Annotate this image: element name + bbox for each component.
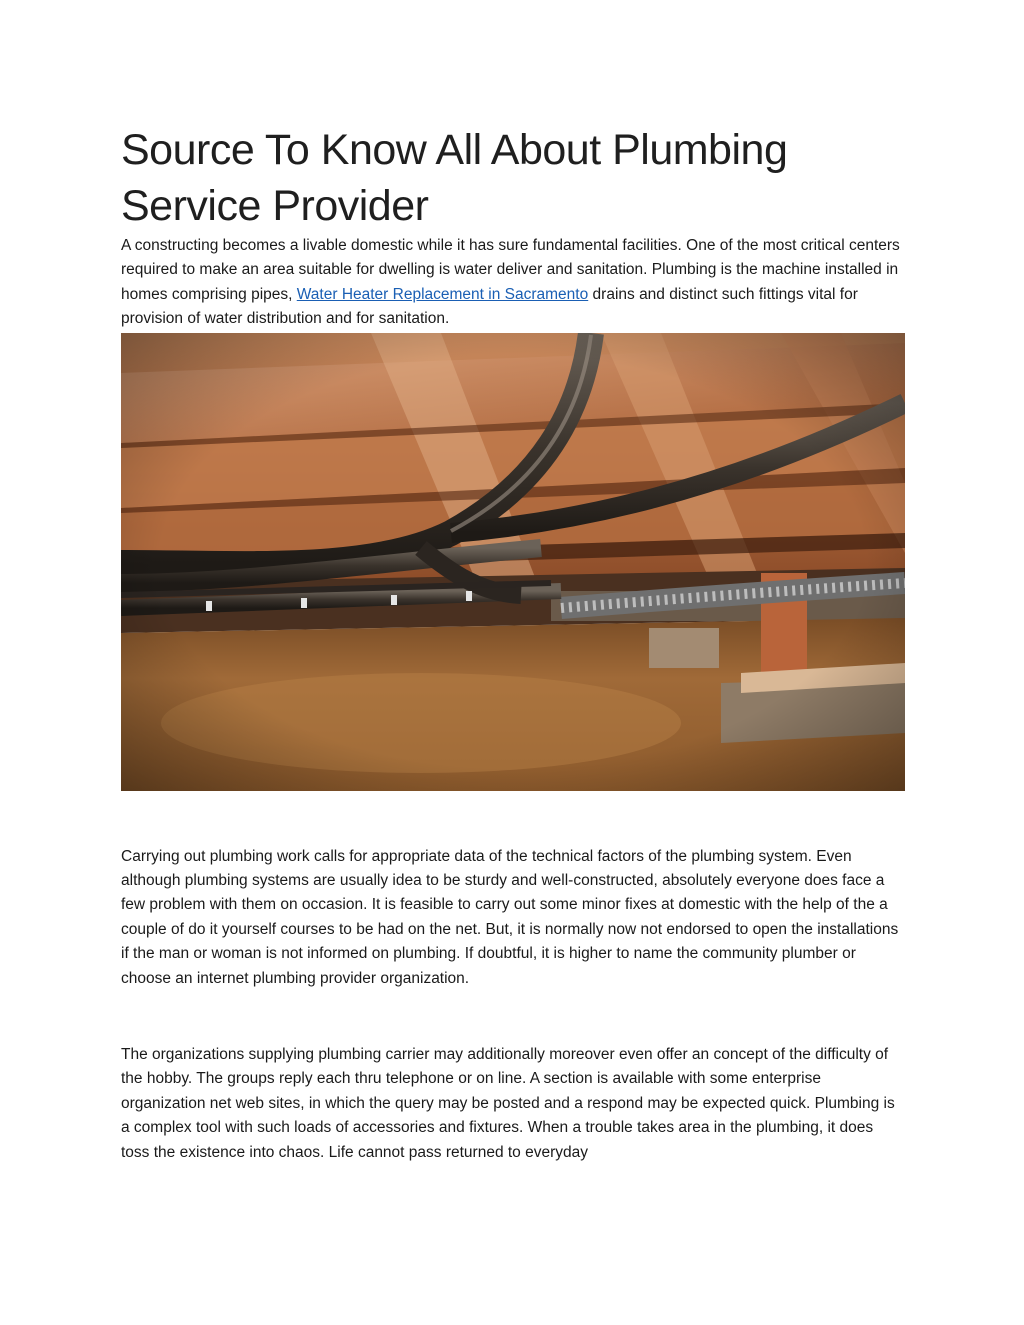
document-page <box>121 122 904 1165</box>
body-paragraph-1: Carrying out plumbing work calls for appropriate data of the technical factors of the plumbing system. Even although plumbing systems are usually idea to be sturdy and well-constructed, absolutely everyone does face a few problem with them on occasion. It is feasible to carry out some minor fixes at domestic with the help of the a couple of do it yourself courses to be had on the net. But, it is normally now not endorsed to open the installations if the man or woman is not informed on plumbing. If doubtful, it is higher to name the community plumber or choose an internet plumbing provider organization. <box>121 847 899 987</box>
intro-paragraph <box>121 234 904 332</box>
water-heater-link[interactable]: Water Heater Replacement in Sacramento <box>296 285 589 303</box>
body-paragraph-2: The organizations supplying plumbing carrier may additionally moreover even offer an concept of the difficulty of the hobby. The groups reply each thru telephone or on line. A section is available with some enterprise organization net web sites, in which the query may be posted and a respond may be expected quick. Plumbing is a complex tool with such loads of accessories and fixtures. When a trouble takes area in the plumbing, it does toss the existence into chaos. Life cannot pass returned to everyday <box>121 1046 895 1161</box>
intro-text-after-link: drains and distinct such fittings vital for provision of water distribution and for sanitation. <box>121 285 858 328</box>
intro-text-before-link: A constructing becomes a livable domestic while it has sure fundamental facilities. One of the most critical centers required to make an area suitable for dwelling is water deliver and sanitation. Plumbing is the machine installed in homes comprising pipes, <box>121 237 900 303</box>
page-title: Source To Know All About Plumbing Service Provider <box>121 126 788 230</box>
crawlspace-plumbing-photo <box>121 333 905 791</box>
